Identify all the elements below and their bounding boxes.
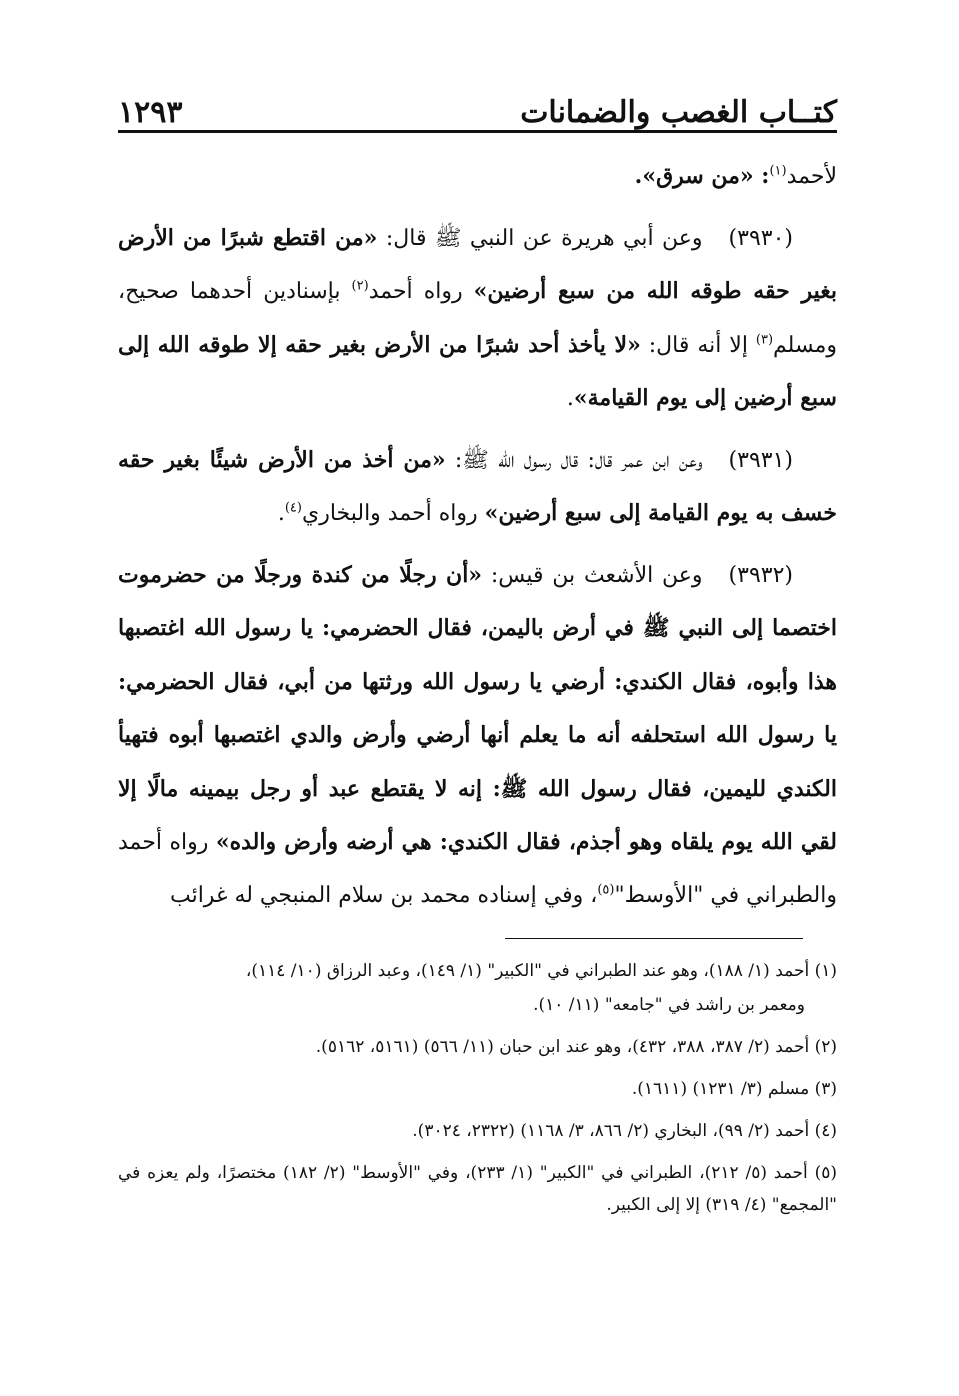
footnote-ref: (٤) [284,500,302,516]
hadith-3932: (٣٩٣٢)وعن الأشعث بن قيس: «أن رجلًا من كندة ورجلًا من حضرموت اختصما إلى النبي ﷺ في أرض باليمن، فقال الحضرمي: يا رسول الله اغتصبها هذا وأبوه، فقال الكندي: أرضي يا رسول الله ورثتها من أبي، فقال الحضرمي: يا رسول الله استحلفه أنه ما يعلم أنها أرضي وأرض والدي اغتصبها أبوه فتهيأ الكندي لليمين، فقال رسول الله ﷺ: إنه لا يقتطع عبد أو رجل بيمينه مالًا إلا لقي الله يوم يلقاه وهو أجذم، فقال الكندي: هي أرضه وأرض والده» رواه أحمد والطبراني في "الأوسط"$^{(٥)}$، وفي إسناده محمد بن سلام المنبجي له غرائب [118,561,837,908]
footnote-ref: (١) [769,163,787,179]
hadith-number: (٣٩٣٢) [728,562,793,588]
hadith-quote: «أن رجلًا من كندة ورجلًا من حضرموت اختصما إلى النبي ﷺ في أرض باليمن، فقال الحضرمي: يا رسول الله اغتصبها هذا وأبوه، فقال الكندي: أرضي يا رسول الله ورثتها من أبي، فقال الحضرمي: يا رسول الله استحلفه أنه ما يعلم أنها أرضي وأرض والدي اغتصبها أبوه فتهيأ الكندي لليمين، فقال رسول الله ﷺ: إنه لا يقتطع عبد أو رجل بيمينه مالًا إلا لقي الله يوم يلقاه وهو أجذم، فقال الكندي: هي أرضه وأرض والده» [118,561,837,855]
hadith-quote: «من اقتطع شبرًا من الأرض بغير حقه طوقه الله من سبع أرضين» [118,224,837,304]
footnote-separator [505,938,803,939]
chapter-title: كتــاب الغصب والضمانات [520,95,837,130]
footnote-4: (٤) أحمد (٢/ ٩٩)، البخاري (٢/ ٨٦٦، ٣/ ١١٦٨) (٢٣٢٢، ٣٠٢٤). [412,1121,837,1141]
footnote-3: (٣) مسلم (٣/ ١٢٣١) (١٦١١). [631,1079,837,1099]
hadith-3930: (٣٩٣٠)وعن أبي هريرة عن النبي ﷺ قال: «من اقتطع شبرًا من الأرض بغير حقه طوقه الله من سبع أرضين» رواه أحمد$^{(٢)}$ بإسنادين أحدهما صحيح، ومسلم$^{(٣)}$ إلا أنه قال: «لا يأخذ أحد شبرًا من الأرض بغير حقه إلا طوقه الله إلى سبع أرضين إلى يوم القيامة». [118,224,837,411]
hadith-quote: «لا يأخذ أحد شبرًا من الأرض بغير حقه إلا طوقه الله إلى سبع أرضين إلى يوم القيامة» [118,331,837,411]
hadith-3931: (٣٩٣١)وعن ابن عمر قال: قال رسول الله ﷺ: «من أخذ من الأرض شيئًا بغير حقه خسف به يوم القيامة إلى سبع أرضين» رواه أحمد والبخاري$^{(٤)}$. [118,446,837,526]
footnote-5: (٥) أحمد (٥/ ٢١٢)، الطبراني في "الكبير" (١/ ٢٣٣)، وفي "الأوسط" (٢/ ١٨٢) مختصرًا، ولم يعزه في "المجمع" (٤/ ٣١٩) إلا إلى الكبير. [118,1163,838,1215]
header-rule [118,130,837,133]
hadith-quote: «من أخذ من الأرض شيئًا بغير حقه خسف به يوم القيامة إلى سبع أرضين» [118,446,837,526]
footnote-2: (٢) أحمد (٢/ ٣٨٧، ٣٨٨، ٤٣٢)، وهو عند ابن حبان (١١/ ٥٦٦) (٥١٦١، ٥١٦٢). [315,1037,837,1057]
footnotes [118,955,837,1231]
page-number: ١٢٩٣ [118,95,183,130]
footnote-1: (١) أحمد (١/ ١٨٨)، وهو عند الطبراني في "الكبير" (١/ ١٤٩)، وعبد الرزاق (١٠/ ١١٤)، [245,961,837,981]
footnote-1-continued: ومعمر بن راشد في "جامعه" (١١/ ١٠). [533,995,805,1015]
main-text [118,150,837,930]
hadith-number: (٣٩٣٠) [728,225,793,251]
paragraph-continuation: لأحمد$^{(١)}$: «من سرق». [634,163,837,189]
footnote-ref: (٥) [597,882,615,898]
hadith-number: (٣٩٣١) [728,447,793,473]
footnote-ref: (٢) [351,278,369,294]
footnote-ref: (٣) [755,332,774,348]
page-header [118,86,837,130]
